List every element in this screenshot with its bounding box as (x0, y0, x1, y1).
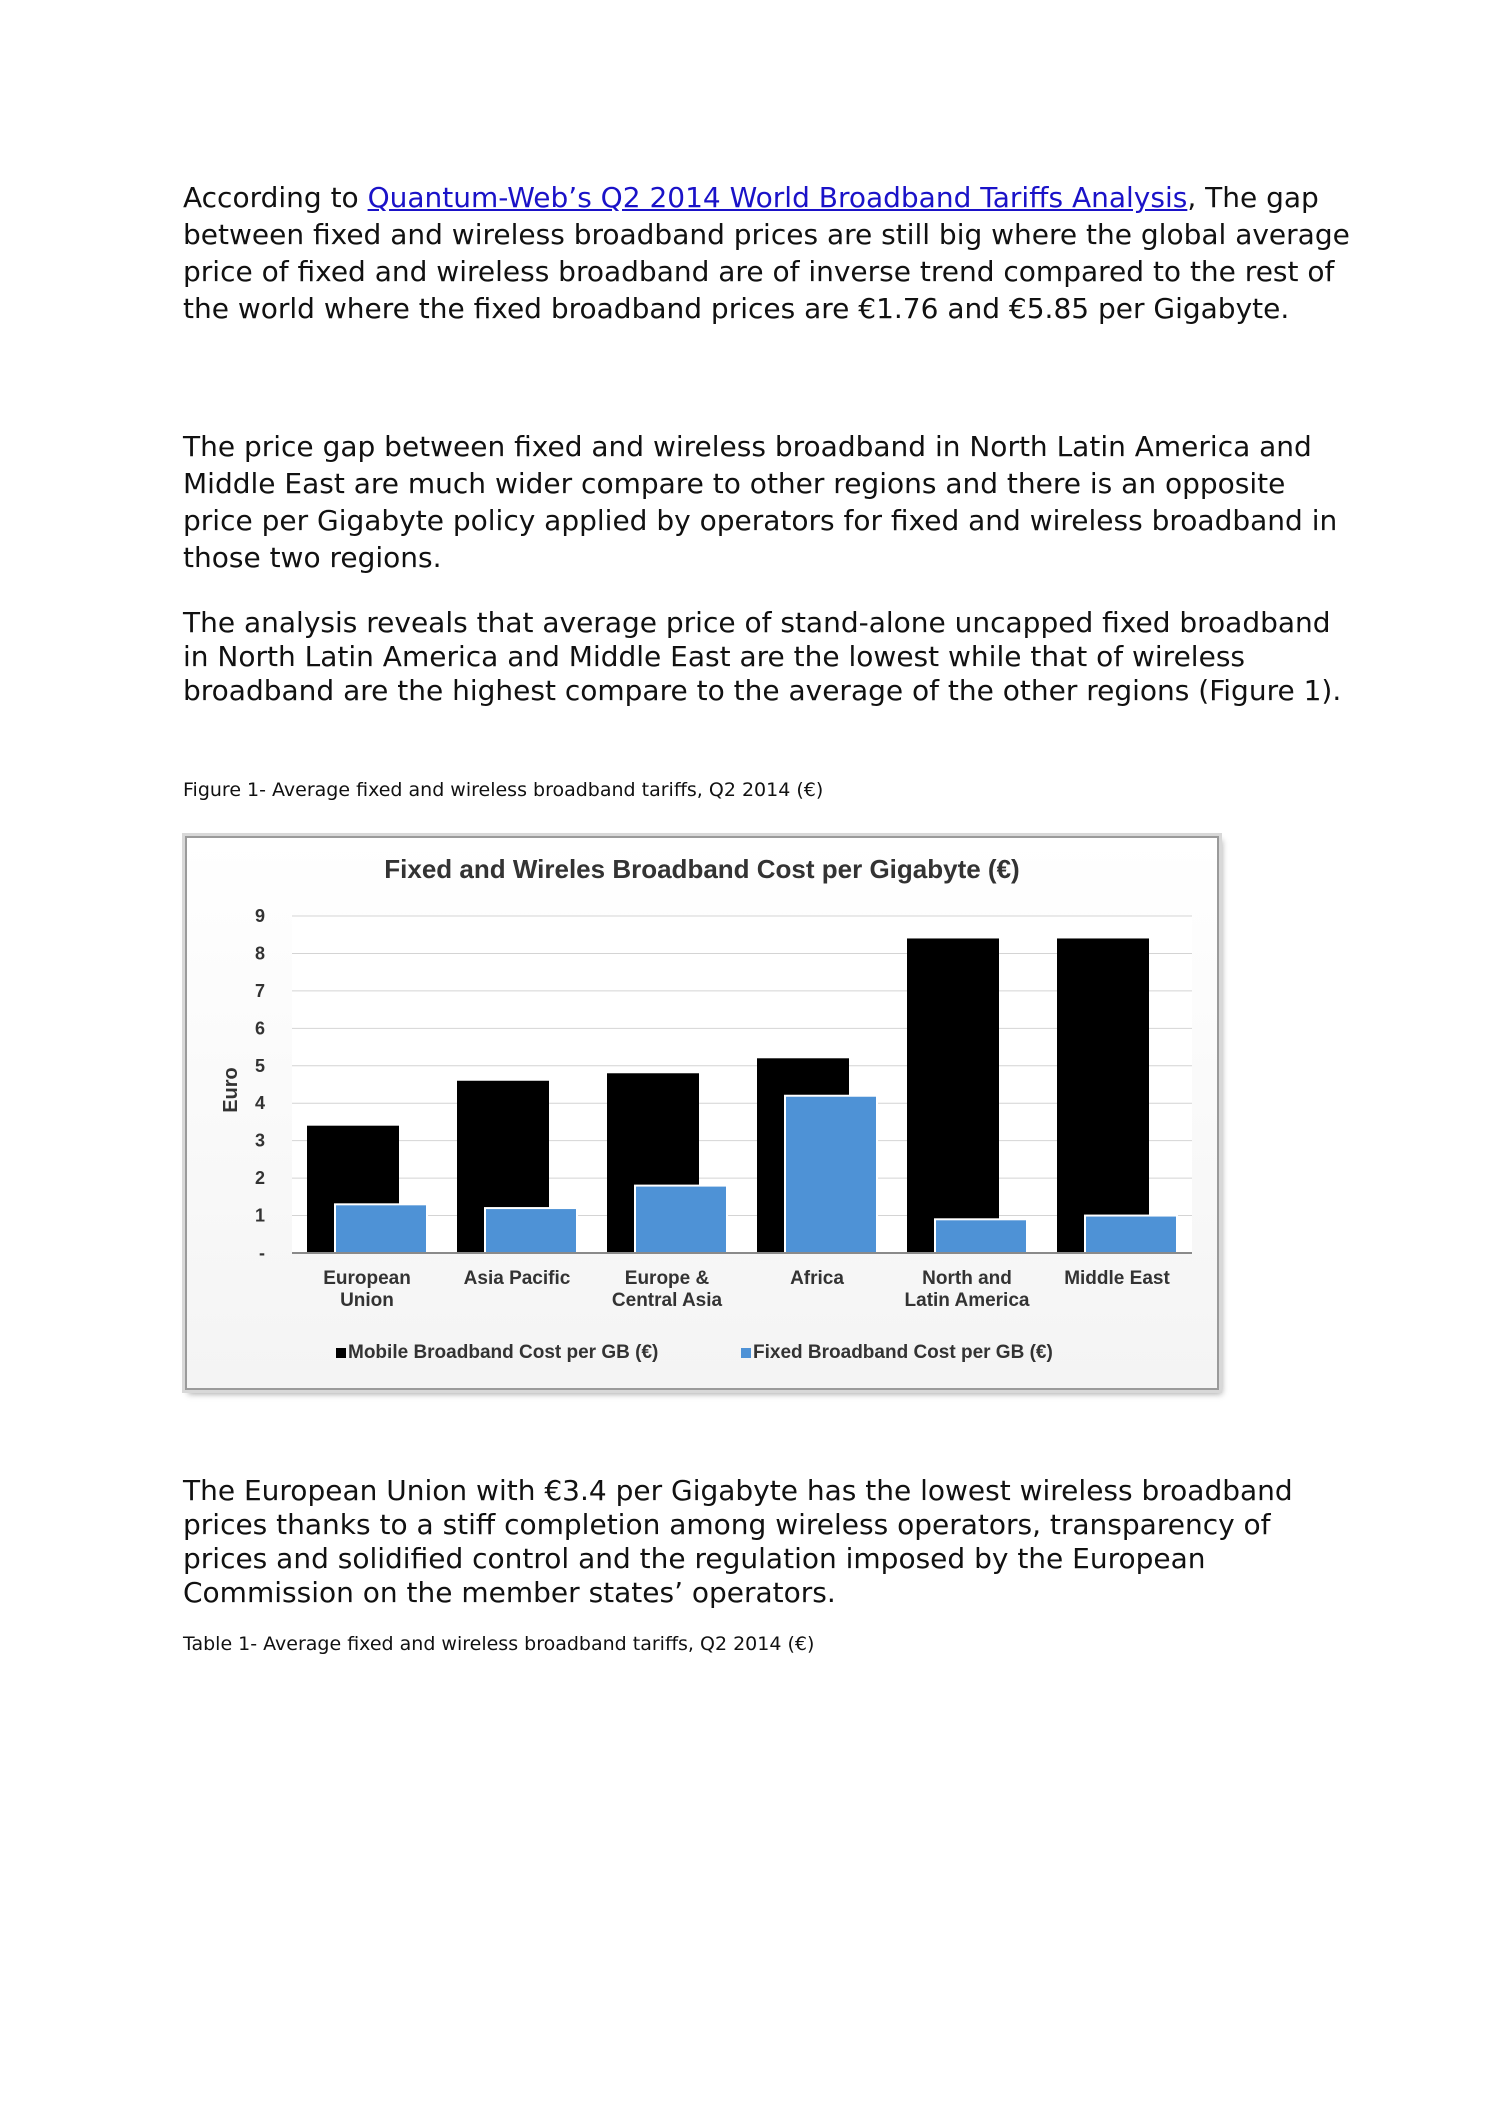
y-tick-label: 4 (254, 1093, 265, 1114)
intro-lead-text: According to (183, 181, 368, 214)
paragraph-intro (183, 179, 1353, 327)
y-tick-label: 2 (254, 1168, 265, 1189)
fixed-bar (785, 1096, 877, 1253)
legend-label-fixed: Fixed Broadband Cost per GB (€) (753, 1342, 1053, 1363)
fixed-bar (1085, 1216, 1177, 1253)
y-tick-label: 5 (254, 1055, 265, 1076)
x-category-label: North and (922, 1268, 1012, 1289)
chart-svg (187, 838, 1217, 1388)
y-tick-label: - (259, 1243, 265, 1263)
x-category-label: European (323, 1268, 411, 1289)
fixed-bar (485, 1208, 577, 1253)
figure-caption: Figure 1- Average fixed and wireless broadband tariffs, Q2 2014 (€) (183, 779, 824, 801)
x-category-label: Union (340, 1290, 394, 1311)
intro-body-text: , The gap between fixed and wireless broadband prices are still big where the global average price of fixed and wireless broadband are of inverse trend compared to the rest of the world where the fixed broadband prices are €1.76 and €5.85 per Gigabyte. (183, 181, 1350, 325)
y-tick-label: 9 (254, 906, 265, 926)
legend-label-mobile: Mobile Broadband Cost per GB (€) (348, 1342, 659, 1363)
paragraph-price-gap: The price gap between fixed and wireless broadband in North Latin America and Middle East are much wider compare to other regions and there is an opposite price per Gigabyte policy applied by operators for fixed and wireless broadband in those two regions. (183, 430, 1338, 574)
x-category-label: Latin America (904, 1290, 1030, 1311)
mobile-bar (1057, 938, 1149, 1253)
y-tick-label: 3 (254, 1130, 265, 1151)
x-category-labels (323, 1268, 1170, 1311)
x-category-label: Asia Pacific (463, 1268, 571, 1289)
y-tick-label: 1 (254, 1205, 265, 1226)
chart-title: Fixed and Wireles Broadband Cost per Gigabyte (€) (384, 854, 1020, 884)
paragraph-analysis: The analysis reveals that average price of stand-alone uncapped fixed broadband in North Latin America and Middle East are the lowest while that of wireless broadband are the highest compare to the average of the other regions (Figure 1). (183, 606, 1342, 707)
x-category-label: Africa (790, 1268, 844, 1289)
chart-legend (336, 1342, 1053, 1363)
fixed-bar (335, 1204, 427, 1253)
fixed-bar (635, 1186, 727, 1253)
paragraph-european-union: The European Union with €3.4 per Gigabyte has the lowest wireless broadband prices thanks to a stiff completion among wireless operators, transparency of prices and solidified control and the regulation imposed by the European Commission on the member states’ operators. (183, 1474, 1293, 1609)
x-category-label: Central Asia (611, 1290, 723, 1311)
legend-swatch-mobile (336, 1348, 346, 1358)
y-tick-labels (255, 906, 265, 1263)
broadband-cost-chart (185, 836, 1219, 1390)
y-axis-label: Euro (220, 1067, 242, 1113)
y-tick-label: 8 (254, 943, 265, 964)
y-tick-label: 7 (254, 980, 265, 1001)
quantum-web-analysis-link[interactable]: Quantum-Web’s Q2 2014 World Broadband Tariffs Analysis (367, 181, 1188, 214)
mobile-bar (907, 938, 999, 1253)
y-tick-label: 6 (254, 1018, 265, 1039)
legend-swatch-fixed (741, 1348, 751, 1358)
x-category-label: Europe & (624, 1268, 710, 1289)
table-caption: Table 1- Average fixed and wireless broadband tariffs, Q2 2014 (€) (183, 1633, 815, 1655)
x-category-label: Middle East (1064, 1268, 1170, 1289)
fixed-bar (935, 1219, 1027, 1253)
